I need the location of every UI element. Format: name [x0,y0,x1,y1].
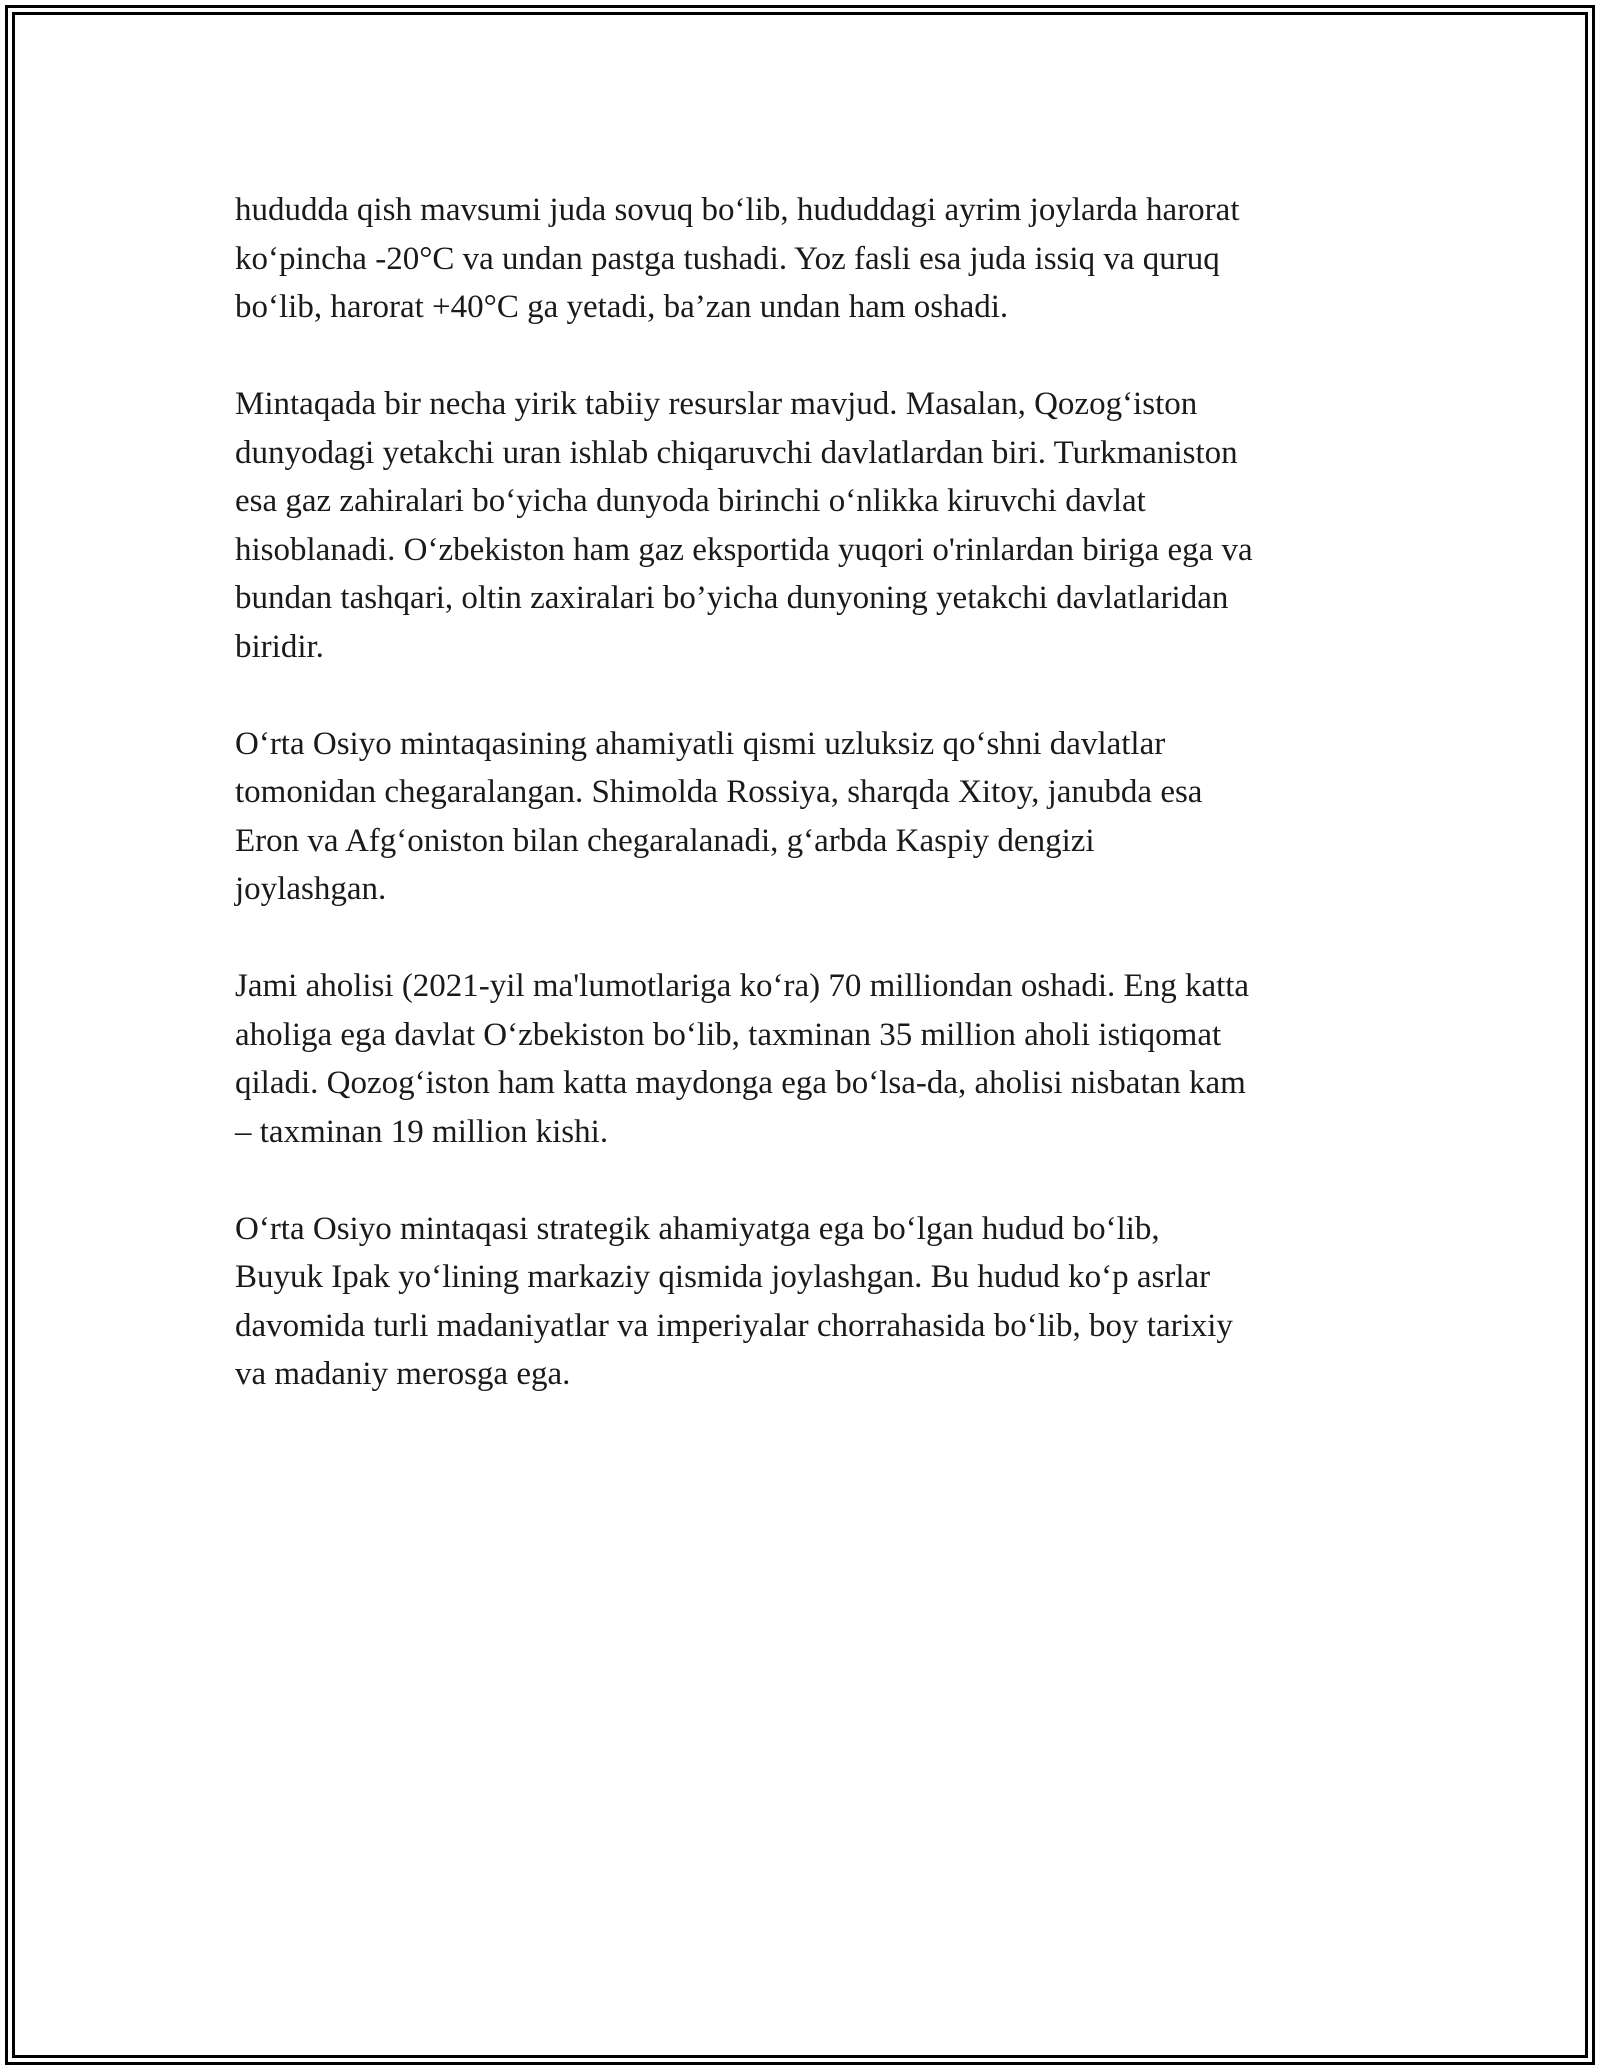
text-line: hisoblanadi. Oʻzbekiston ham gaz eksportida yuqori o'rinlardan biriga ega va [235,531,1253,568]
text-line: – taxminan 19 million kishi. [235,1113,609,1150]
text-line: bundan tashqari, oltin zaxiralari bo’yicha dunyoning yetakchi davlatlaridan [235,580,1229,616]
text-line: Buyuk Ipak yoʻlining markaziy qismida joylashgan. Bu hudud koʻp asrlar [235,1259,1211,1295]
text-line: aholiga ega davlat Oʻzbekiston boʻlib, taxminan 35 million aholi istiqomat [235,1016,1222,1053]
text-line: qiladi. Qozogʻiston ham katta maydonga ega boʻlsa-da, aholisi nisbatan kam [235,1065,1246,1101]
text-line: Oʻrta Osiyo mintaqasi strategik ahamiyatga ega boʻlgan hudud boʻlib, [235,1210,1160,1247]
paragraph-strategic [235,1205,1375,1399]
text-line: koʻpincha -20°C va undan pastga tushadi. Yoz fasli esa juda issiq va quruq [235,240,1220,277]
text-line: va madaniy merosga ega. [235,1356,571,1392]
paragraph-borders [235,720,1375,914]
paragraph-population [235,962,1375,1156]
text-line: Mintaqada bir necha yirik tabiiy resurslar mavjud. Masalan, Qozogʻiston [235,386,1198,422]
text-line: joylashgan. [235,871,387,907]
text-line: davomida turli madaniyatlar va imperiyalar chorrahasida boʻlib, boy tarixiy [235,1307,1233,1344]
text-line: Eron va Afgʻoniston bilan chegaralanadi, gʻarbda Kaspiy dengizi [235,822,1095,859]
text-line: tomonidan chegaralangan. Shimolda Rossiya, sharqda Xitoy, janubda esa [235,774,1203,810]
text-line: biridir. [235,628,324,665]
text-line: dunyodagi yetakchi uran ishlab chiqaruvchi davlatlardan biri. Turkmaniston [235,434,1238,471]
text-line: Jami aholisi (2021-yil ma'lumotlariga koʻra) 70 milliondan oshadi. Eng katta [235,968,1250,1004]
text-line: hududda qish mavsumi juda sovuq boʻlib, hududdagi ayrim joylarda harorat [235,192,1240,228]
paragraph-resources [235,380,1375,671]
text-line: boʻlib, harorat +40°C ga yetadi, ba’zan undan ham oshadi. [235,289,1009,325]
text-line: esa gaz zahiralari boʻyicha dunyoda birinchi oʻnlikka kiruvchi davlat [235,483,1146,519]
paragraph-climate [235,186,1375,332]
text-line: Oʻrta Osiyo mintaqasining ahamiyatli qismi uzluksiz qoʻshni davlatlar [235,725,1166,762]
document-body [235,186,1375,1447]
